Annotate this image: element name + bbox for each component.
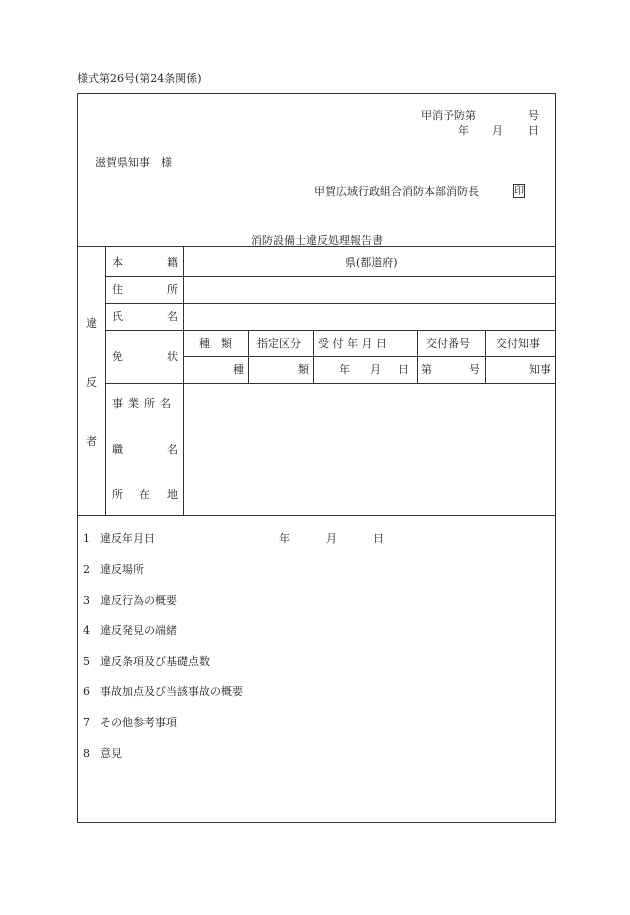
item-8-number: 8 bbox=[83, 747, 90, 760]
office-name-label: 事業所名 bbox=[112, 397, 176, 410]
name-label: 氏 名 bbox=[112, 310, 178, 323]
row-line bbox=[105, 303, 556, 304]
license-header-governor: 交付知事 bbox=[496, 337, 540, 350]
honseki-value: 県(都道府) bbox=[345, 256, 398, 269]
violator-label-3: 者 bbox=[86, 435, 97, 448]
license-date-month: 月 bbox=[370, 363, 381, 376]
item-4-label: 違反発見の端緒 bbox=[100, 624, 177, 637]
item-6-number: 6 bbox=[83, 685, 90, 698]
issue-number-suffix: 号 bbox=[528, 109, 539, 122]
license-header-date: 受 付 年 月 日 bbox=[318, 337, 387, 350]
license-header-category: 指定区分 bbox=[257, 337, 301, 350]
license-label: 免 状 bbox=[112, 350, 178, 363]
license-governor-suffix: 知事 bbox=[529, 363, 551, 376]
license-date-year: 年 bbox=[339, 363, 350, 376]
date-day: 日 bbox=[528, 124, 539, 137]
item-1-month: 月 bbox=[326, 532, 337, 545]
license-number-suffix: 号 bbox=[469, 363, 480, 376]
item-1-year: 年 bbox=[279, 532, 290, 545]
violator-label-2: 反 bbox=[86, 376, 97, 389]
addressee: 滋賀県知事 様 bbox=[95, 156, 172, 169]
item-7-label: その他参考事項 bbox=[100, 716, 177, 729]
item-7-number: 7 bbox=[83, 716, 90, 729]
col-line bbox=[417, 330, 418, 383]
sender: 甲賀広域行政組合消防本部消防長 bbox=[314, 185, 479, 198]
table-bottom-line bbox=[77, 515, 556, 516]
col-line bbox=[183, 246, 184, 515]
license-category-suffix: 類 bbox=[298, 363, 309, 376]
date-month: 月 bbox=[492, 124, 503, 137]
row-line bbox=[105, 330, 556, 331]
license-header-kind: 種 類 bbox=[199, 337, 232, 350]
address-label: 住 所 bbox=[112, 283, 178, 296]
violator-label-1: 違 bbox=[86, 317, 97, 330]
honseki-label: 本 籍 bbox=[112, 256, 178, 269]
item-2-label: 違反場所 bbox=[100, 563, 144, 576]
row-line bbox=[105, 383, 556, 384]
item-8-label: 意見 bbox=[100, 747, 122, 760]
table-top-line bbox=[77, 246, 556, 247]
document-title: 消防設備士違反処理報告書 bbox=[251, 234, 383, 247]
row-line bbox=[105, 276, 556, 277]
license-header-number: 交付番号 bbox=[426, 337, 470, 350]
row-line bbox=[183, 356, 556, 357]
col-line bbox=[485, 330, 486, 383]
col-line bbox=[105, 246, 106, 515]
item-3-label: 違反行為の概要 bbox=[100, 594, 177, 607]
item-6-label: 事故加点及び当該事故の概要 bbox=[100, 685, 243, 698]
item-1-number: 1 bbox=[83, 532, 90, 545]
item-3-number: 3 bbox=[83, 594, 90, 607]
issue-number-prefix: 甲消予防第 bbox=[421, 109, 476, 122]
item-1-label: 違反年月日 bbox=[100, 532, 155, 545]
seal-stamp: 印 bbox=[514, 186, 524, 197]
license-kind-suffix: 種 bbox=[233, 363, 244, 376]
date-year: 年 bbox=[458, 124, 469, 137]
item-5-number: 5 bbox=[83, 655, 90, 668]
license-date-day: 日 bbox=[398, 363, 409, 376]
item-5-label: 違反条項及び基礎点数 bbox=[100, 655, 210, 668]
item-4-number: 4 bbox=[83, 624, 90, 637]
item-1-day: 日 bbox=[373, 532, 384, 545]
job-label: 職 名 bbox=[112, 443, 178, 456]
col-line bbox=[248, 330, 249, 383]
license-number-prefix: 第 bbox=[421, 363, 432, 376]
col-line bbox=[313, 330, 314, 383]
item-2-number: 2 bbox=[83, 563, 90, 576]
form-frame bbox=[77, 93, 556, 823]
form-number: 様式第26号(第24条関係) bbox=[77, 72, 202, 85]
location-label: 所 在 地 bbox=[112, 488, 178, 501]
